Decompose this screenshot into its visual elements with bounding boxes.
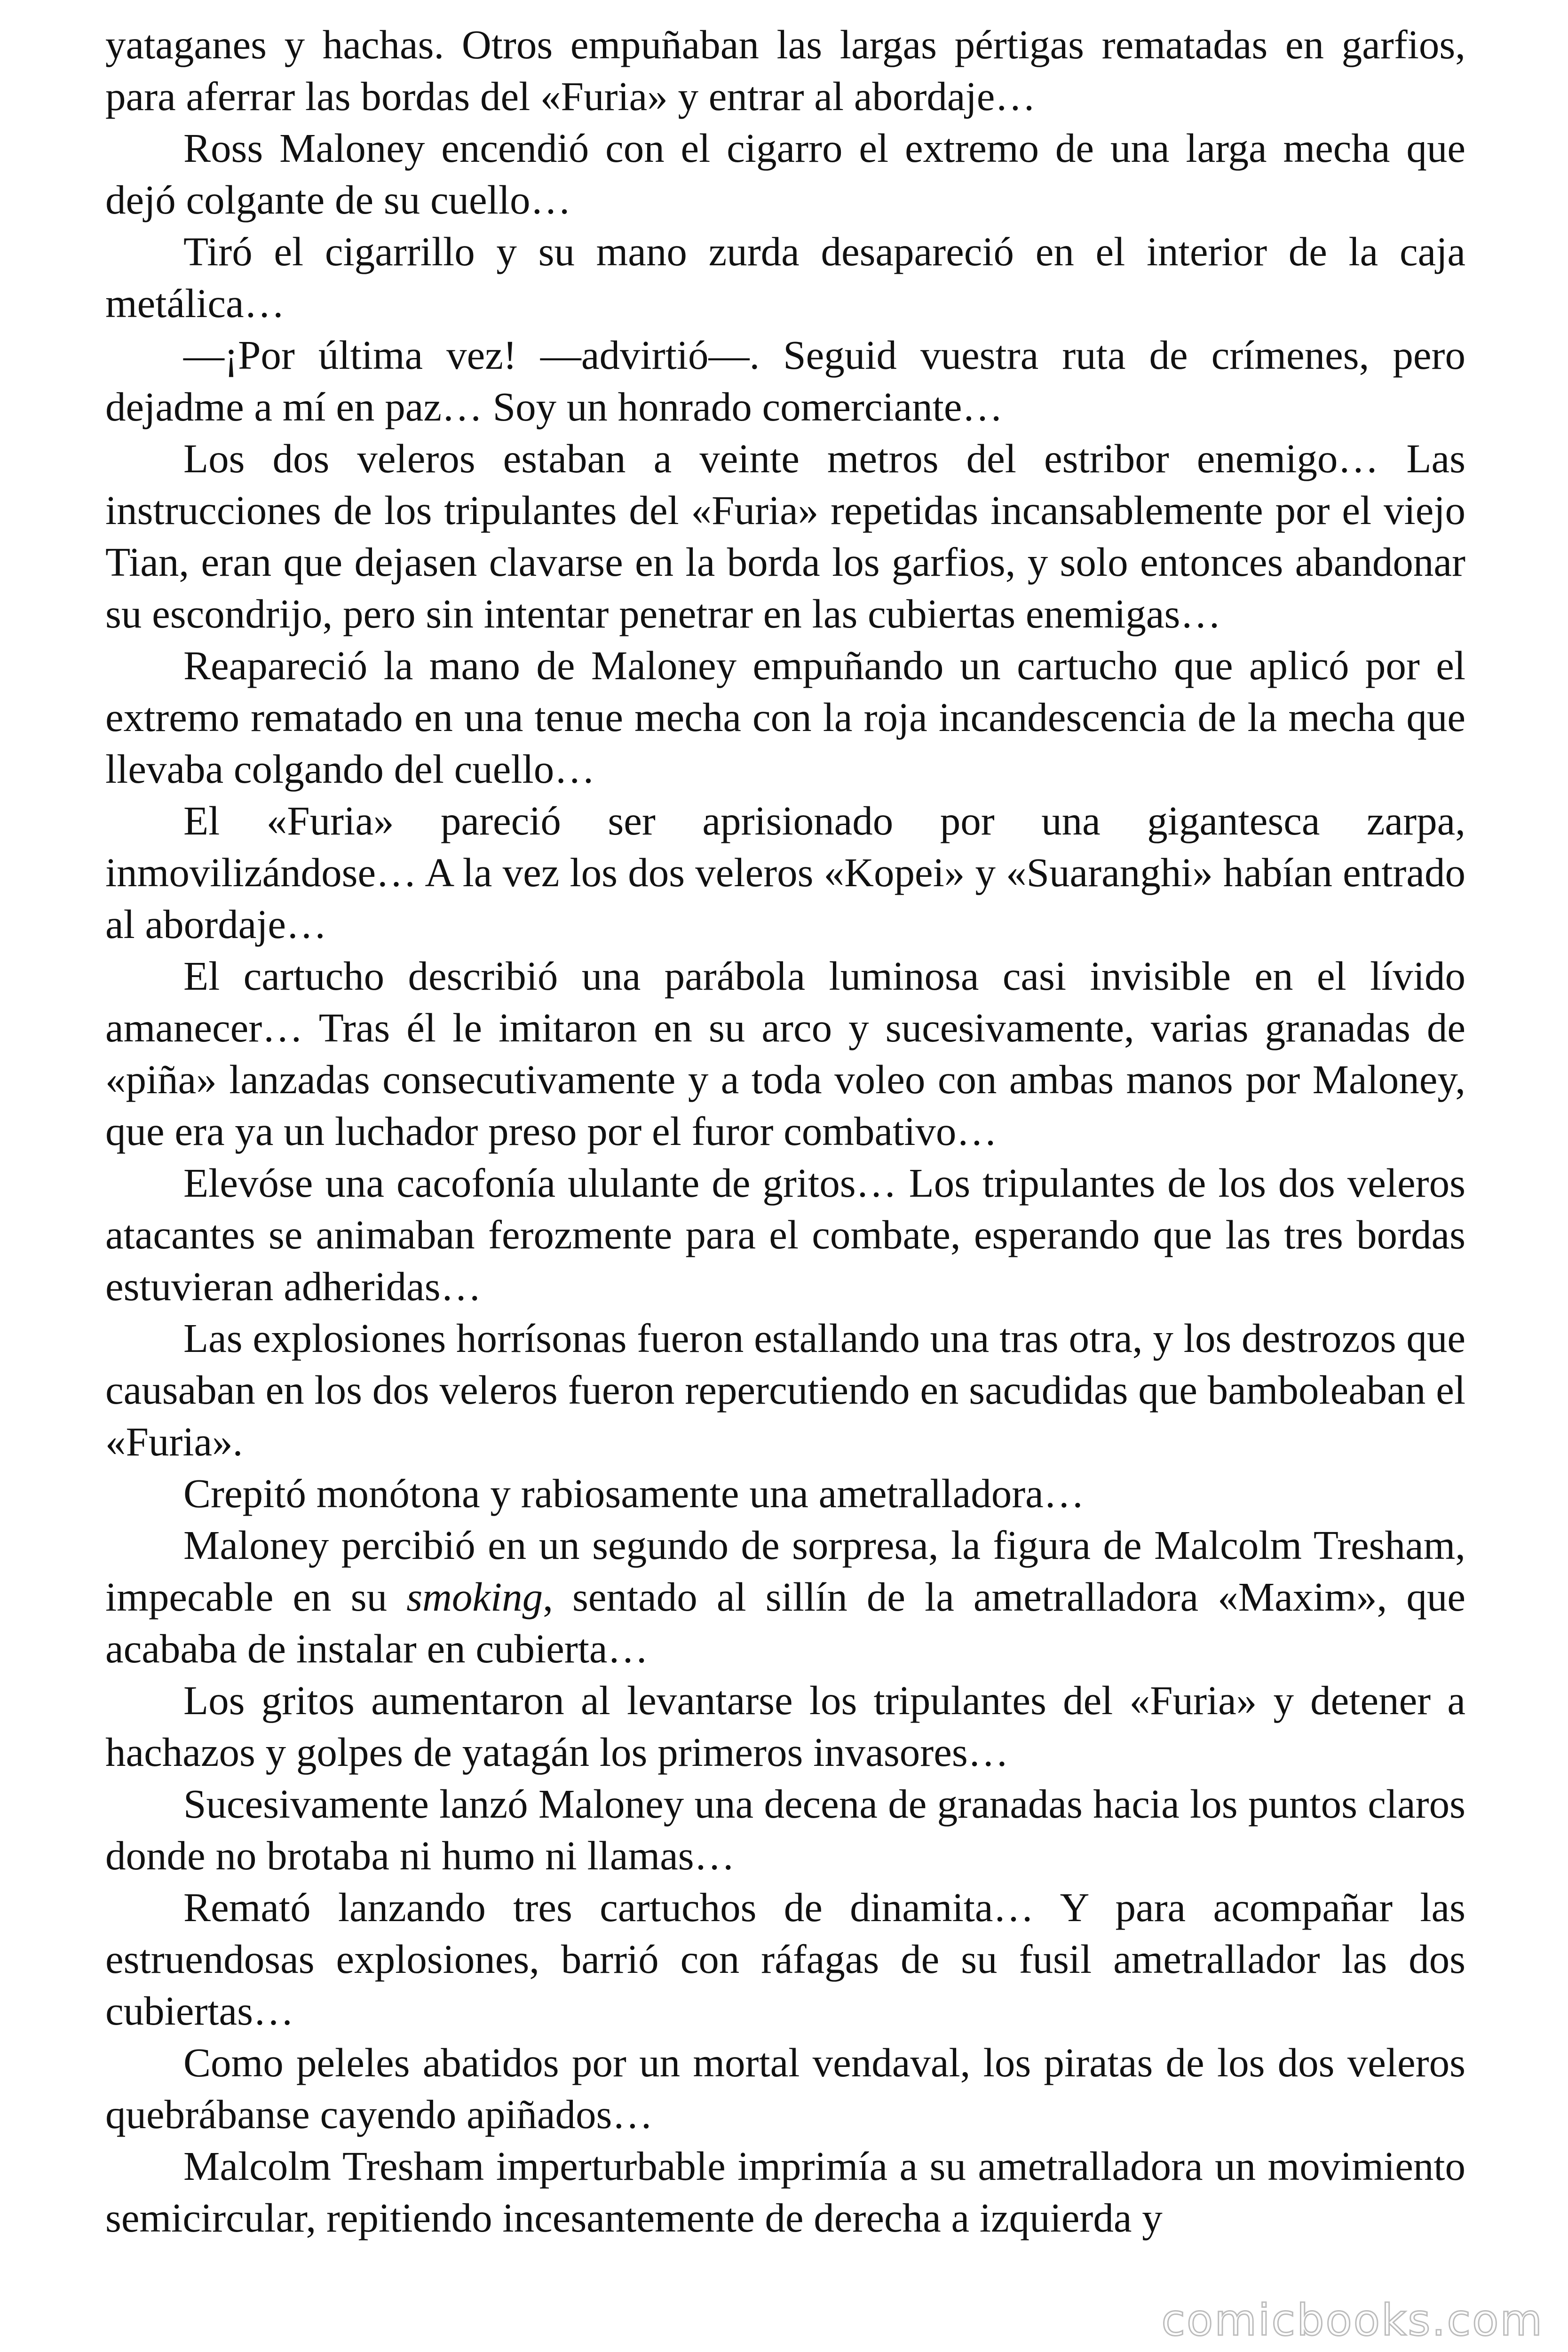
paragraph-12-end: , sentado al sillín de la ametralladora «Maxim», que acababa de instalar en cubierta… [105,1574,1465,1671]
paragraph-2: Ross Maloney encendió con el cigarro el extremo de una larga mecha que dejó colgante de su cuello… [105,125,1465,222]
paragraph-14: Sucesivamente lanzó Maloney una decena de granadas hacia los puntos claros donde no brotaba ni humo ni llamas… [105,1781,1465,1878]
paragraph-6: Reapareció la mano de Maloney empuñando un cartucho que aplicó por el extremo rematado en una tenue mecha con la roja incandescencia de la mecha que llevaba colgando del cuello… [105,643,1465,792]
italic-word: smoking [406,1574,543,1620]
paragraph-11: Crepitó monótona y rabiosamente una ametralladora… [183,1470,1085,1516]
book-page [105,19,1465,2244]
paragraph-7: El «Furia» pareció ser aprisionado por una gigantesca zarpa, inmovilizándose… A la vez los dos veleros «Kopei» y «Suaranghi» habían entrado al abordaje… [105,798,1465,947]
paragraph-12 [105,1519,1465,1675]
paragraph-1: yataganes y hachas. Otros empuñaban las largas pértigas rematadas en garfios, para aferrar las bordas del «Furia» y entrar al abordaje… [105,22,1465,119]
paragraph-9: Elevóse una cacofonía ululante de gritos… Los tripulantes de los dos veleros atacantes se animaban ferozmente para el combate, esperando que las tres bordas estuvieran adheridas… [105,1160,1465,1309]
paragraph-3: Tiró el cigarrillo y su mano zurda desapareció en el interior de la caja metálica… [105,229,1465,326]
paragraph-5: Los dos veleros estaban a veinte metros del estribor enemigo… Las instrucciones de los tripulantes del «Furia» repetidas incansablemente por el viejo Tian, eran que dejasen clavarse en la borda los garfios, y solo entonces abandonar su escondrijo, pero sin intentar penetrar en las cubiertas enemigas… [105,436,1465,636]
paragraph-17: Malcolm Tresham imperturbable imprimía a su ametralladora un movimiento semicircular, repitiendo incesantemente de derecha a izquierda y [105,2143,1465,2241]
paragraph-13: Los gritos aumentaron al levantarse los tripulantes del «Furia» y detener a hachazos y golpes de yatagán los primeros invasores… [105,1677,1465,1775]
paragraph-4: —¡Por última vez! —advirtió—. Seguid vuestra ruta de crímenes, pero dejadme a mí en paz… Soy un honrado comerciante… [105,332,1465,429]
paragraph-10: Las explosiones horrísonas fueron estallando una tras otra, y los destrozos que causaban en los dos veleros fueron repercutiendo en sacudidas que bamboleaban el «Furia». [105,1315,1465,1464]
paragraph-16: Como peleles abatidos por un mortal vendaval, los piratas de los dos veleros quebrábanse cayendo apiñados… [105,2040,1465,2137]
paragraph-12-start: Maloney percibió en un segundo de sorpresa, la figura de Malcolm Tresham, impecable en su [105,1522,1465,1620]
paragraph-15: Remató lanzando tres cartuchos de dinamita… Y para acompañar las estruendosas explosiones, barrió con ráfagas de su fusil ametrallador las dos cubiertas… [105,1884,1465,2034]
paragraph-8: El cartucho describió una parábola luminosa casi invisible en el lívido amanecer… Tras él le imitaron en su arco y sucesivamente, varias granadas de «piña» lanzadas consecutivamente y a toda voleo con ambas manos por Maloney, que era ya un luchador preso por el furor combativo… [105,953,1465,1154]
watermark: comicbooks.com [1161,2295,1544,2345]
